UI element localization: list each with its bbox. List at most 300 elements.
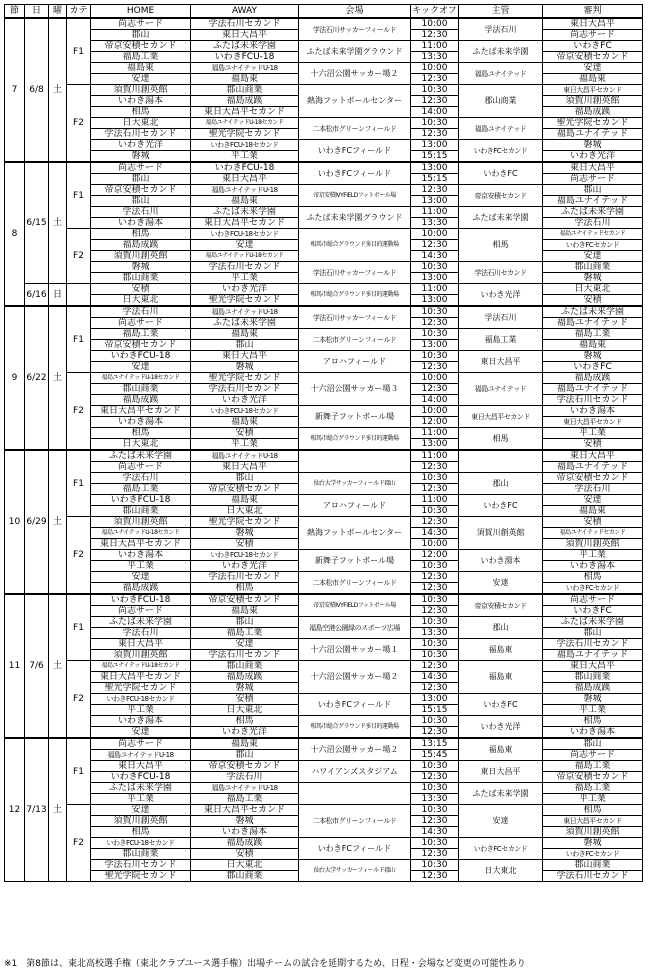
table-row [5,306,643,318]
referee-team: いわき湯本 [543,561,643,572]
header-day: 曜 [49,5,67,19]
kickoff-time: 12:30 [411,484,459,495]
referee-team: 安達 [543,63,643,74]
home-team: 相馬 [91,827,191,838]
kickoff-time: 12:30 [411,583,459,595]
away-team: 東日大昌平 [191,30,299,41]
category: F2 [67,373,91,451]
home-team: いわきFCU-18セカンド [91,838,191,849]
away-team: 福島東 [191,738,299,750]
table-row [5,373,643,384]
home-team: 日大東北 [91,439,191,451]
home-team: 磐城 [91,151,191,163]
away-team: 相馬 [191,716,299,727]
host-team: ふたば未来学園 [459,783,543,805]
match-day: 土 [49,594,67,738]
home-team: 東日大昌平セカンド [91,539,191,550]
home-team: 学法石川セカンド [91,860,191,871]
header-host: 主管 [459,5,543,19]
away-team: 福島成蹊 [191,96,299,107]
host-team: 安達 [459,805,543,838]
home-team: 安積 [91,284,191,295]
kickoff-time: 12:30 [411,772,459,783]
venue: アロハフィールド [299,495,411,517]
kickoff-time: 15:15 [411,174,459,185]
away-team: 磐城 [191,816,299,827]
referee-team: 磐城 [543,838,643,849]
home-team: 須賀川創英館 [91,517,191,528]
away-team: 福島東 [191,196,299,207]
away-team: いわき光洋 [191,395,299,406]
away-team: 郡山 [191,473,299,484]
kickoff-time: 12:30 [411,683,459,694]
referee-team: 聖光学院セカンド [543,118,643,129]
venue: 十六沼公園サッカー場２ [299,63,411,85]
kickoff-time: 11:00 [411,207,459,218]
away-team: 安達 [191,240,299,251]
category: F2 [67,661,91,739]
kickoff-time: 12:30 [411,462,459,473]
referee-team: 福島工業 [543,329,643,340]
home-team: 須賀川創英館 [91,816,191,827]
referee-team: 福島工業 [543,783,643,794]
kickoff-time: 10:30 [411,761,459,772]
home-team: 学法石川 [91,473,191,484]
away-team: 聖光学院セカンド [191,373,299,384]
table-row [5,639,643,650]
home-team: 福島工業 [91,329,191,340]
kickoff-time: 10:30 [411,639,459,650]
away-team: 東日大昌平 [191,462,299,473]
away-team: いわきFCU-18 [191,162,299,174]
referee-team: 平工業 [543,794,643,805]
kickoff-time: 10:30 [411,351,459,362]
venue: 相馬市総合グラウンド多目的運動場 [299,229,411,262]
table-row [5,351,643,362]
match-day: 土 [49,450,67,594]
home-team: 福島ユナイテッドU-18セカンド [91,528,191,539]
away-team: 郡山商業 [191,85,299,96]
home-team: 安達 [91,74,191,85]
away-team: 郡山 [191,340,299,351]
away-team: 学法石川セカンド [191,18,299,30]
home-team: 尚志サード [91,162,191,174]
away-team: 磐城 [191,528,299,539]
kickoff-time: 12:30 [411,517,459,528]
kickoff-time: 10:00 [411,229,459,240]
away-team: 平工業 [191,273,299,284]
kickoff-time: 12:30 [411,240,459,251]
referee-team: 磐城 [543,140,643,151]
home-team: 福島ユナイテッドU-18セカンド [91,661,191,672]
category: F2 [67,85,91,163]
kickoff-time: 14:30 [411,827,459,838]
referee-team: いわきFCセカンド [543,240,643,251]
host-team: いわきFC [459,162,543,185]
referee-team: いわきFC [543,362,643,373]
kickoff-time: 10:30 [411,561,459,572]
away-team: 日大東北 [191,506,299,517]
venue: アロハフィールド [299,351,411,373]
home-team: いわき湯本 [91,96,191,107]
header-round: 節 [5,5,25,19]
host-team: 郡山 [459,617,543,639]
referee-team: 学法石川セカンド [543,639,643,650]
home-team: 日大東北 [91,295,191,307]
referee-team: 帝京安積セカンド [543,473,643,484]
table-row [5,428,643,439]
host-team: 福島東 [459,738,543,761]
kickoff-time: 10:30 [411,85,459,96]
kickoff-time: 11:00 [411,450,459,462]
category: F1 [67,594,91,661]
referee-team: 福島成蹊 [543,107,643,118]
category: F2 [67,805,91,882]
kickoff-time: 14:30 [411,672,459,683]
referee-team: いわきFCセカンド [543,849,643,860]
table-row [5,473,643,484]
match-day: 土 [49,18,67,162]
away-team: いわき湯本 [191,827,299,838]
venue: 二本松市グリーンフィールド [299,572,411,595]
venue: いわきFCフィールド [299,140,411,163]
table-row [5,118,643,129]
kickoff-time: 14:30 [411,528,459,539]
table-row [5,716,643,727]
home-team: 平工業 [91,705,191,716]
home-team: 尚志サード [91,738,191,750]
away-team: 日大東北 [191,705,299,716]
kickoff-time: 10:30 [411,118,459,129]
table-row [5,41,643,52]
host-team: 福島工業 [459,329,543,351]
referee-team: 福島成蹊 [543,373,643,384]
host-team: 福島ユナイテッド [459,373,543,406]
referee-team: 平工業 [543,428,643,439]
referee-team: 福島東 [543,506,643,517]
host-team: 安達 [459,572,543,595]
away-team: 福島ユナイテッドU-18 [191,63,299,74]
venue: 熱海フットボールセンター [299,517,411,550]
referee-team: 磐城 [543,273,643,284]
referee-team: 須賀川創英館 [543,539,643,550]
away-team: 福島成蹊 [191,838,299,849]
venue [299,783,411,805]
kickoff-time: 12:30 [411,661,459,672]
host-team: いわきFCセカンド [459,838,543,860]
away-team: 学法石川セカンド [191,572,299,583]
away-team: 東日大昌平セカンド [191,218,299,229]
home-team: 学法石川 [91,628,191,639]
home-team: ふたば未来学園 [91,617,191,628]
kickoff-time: 14:00 [411,395,459,406]
schedule-body [5,18,643,882]
home-team: 学法石川 [91,306,191,318]
kickoff-time: 10:00 [411,539,459,550]
kickoff-time: 12:30 [411,727,459,739]
home-team: 磐城 [91,262,191,273]
referee-team: 郡山 [543,738,643,750]
venue: 新舞子フットボール場 [299,406,411,428]
away-team: 福島東 [191,329,299,340]
kickoff-time: 12:30 [411,96,459,107]
match-day: 土 [49,162,67,284]
away-team: 福島東 [191,606,299,617]
referee-team: 安積 [543,295,643,307]
referee-team: 安達 [543,495,643,506]
table-row [5,694,643,705]
referee-team: 安積 [543,439,643,451]
kickoff-time: 10:00 [411,18,459,30]
referee-team: いわき湯本 [543,727,643,739]
home-team: 安達 [91,727,191,739]
referee-team: 福島ユナイテッドセカンド [543,528,643,539]
home-team: 聖光学院セカンド [91,683,191,694]
away-team: 郡山 [191,750,299,761]
venue: 学法石川サッカーフィールド [299,18,411,41]
away-team: いわきFCU-18 [191,52,299,63]
table-row [5,860,643,871]
kickoff-time: 12:30 [411,384,459,395]
host-team: 福島ユナイテッド [459,118,543,140]
round-number: 10 [5,450,25,594]
host-team [459,450,543,473]
host-team: 学法石川 [459,18,543,41]
venue: いわきFCフィールド [299,162,411,185]
venue: いわきFCフィールド [299,694,411,716]
away-team: 平工業 [191,151,299,163]
kickoff-time: 10:30 [411,506,459,517]
category: F2 [67,517,91,595]
table-row [5,594,643,606]
away-team: 学法石川 [191,772,299,783]
venue: 十六沼公園サッカー場２ [299,661,411,694]
host-team: いわきFC [459,495,543,517]
host-team: 東日大昌平セカンド [459,406,543,428]
host-team: いわきFC [459,694,543,716]
kickoff-time: 13:00 [411,140,459,151]
table-row [5,284,643,295]
venue: ふたば未来学園グラウンド [299,207,411,229]
referee-team: 相馬 [543,805,643,816]
category: F1 [67,306,91,373]
venue: 福島空港公園緑のスポーツ広場 [299,617,411,639]
away-team: 福島東 [191,417,299,428]
referee-team: 福島東 [543,340,643,351]
away-team: 磐城 [191,362,299,373]
kickoff-time: 14:00 [411,107,459,118]
home-team: 福島成蹊 [91,395,191,406]
category: F1 [67,162,91,229]
home-team: 相馬 [91,229,191,240]
away-team: 東日大昌平セカンド [191,805,299,816]
referee-team: ふたば未来学園 [543,306,643,318]
table-row [5,406,643,417]
kickoff-time: 13:15 [411,738,459,750]
home-team: 福島成蹊 [91,583,191,595]
kickoff-time: 13:00 [411,340,459,351]
kickoff-time: 10:30 [411,306,459,318]
kickoff-time: 10:30 [411,783,459,794]
referee-team: いわきFC [543,606,643,617]
kickoff-time: 10:30 [411,329,459,340]
away-team: 郡山 [191,617,299,628]
kickoff-time: 12:00 [411,417,459,428]
table-row [5,617,643,628]
home-team: 福島ユナイテッドU-18 [91,750,191,761]
round-number: 9 [5,306,25,450]
referee-team: 東日大昌平 [543,450,643,462]
away-team: 聖光学院セカンド [191,129,299,140]
away-team: 学法石川セカンド [191,262,299,273]
kickoff-time: 10:00 [411,373,459,384]
kickoff-time: 13:00 [411,196,459,207]
away-team: 福島ユナイテッドU-18セカンド [191,251,299,262]
away-team: いわきFCU-18セカンド [191,140,299,151]
home-team: いわき湯本 [91,550,191,561]
venue: 帝京安積IVYFIELDフットボール場 [299,594,411,617]
kickoff-time: 14:30 [411,251,459,262]
home-team: 安達 [91,362,191,373]
referee-team: 学法石川セカンド [543,395,643,406]
away-team: 福島ユナイテッドU-18セカンド [191,118,299,129]
away-team: いわきFCU-18セカンド [191,229,299,240]
table-row [5,329,643,340]
home-team: 東日大昌平セカンド [91,406,191,417]
host-team: 福島東 [459,639,543,661]
host-team: 帝京安積セカンド [459,594,543,617]
away-team: いわき光洋 [191,727,299,739]
venue: 学法石川サッカーフィールド [299,306,411,329]
referee-team: 福島ユナイテッド [543,129,643,140]
home-team: 須賀川創英館 [91,251,191,262]
table-row [5,207,643,218]
away-team: 相馬 [191,583,299,595]
venue: 相馬市総合グラウンド多目的運動場 [299,428,411,451]
home-team: いわきFCU-18セカンド [91,694,191,705]
away-team: ふたば未来学園 [191,318,299,329]
table-row [5,229,643,240]
match-day: 土 [49,306,67,450]
venue: 相馬市総合グラウンド多目的運動場 [299,284,411,307]
home-team: いわきFCU-18 [91,495,191,506]
referee-team: 東日大昌平 [543,661,643,672]
table-row [5,450,643,462]
referee-team: 東日大昌平 [543,162,643,174]
match-date: 6/29 [25,450,49,594]
home-team: 相馬 [91,428,191,439]
home-team: 福島ユナイテッドU-18セカンド [91,373,191,384]
table-row [5,85,643,96]
kickoff-time: 10:30 [411,650,459,661]
home-team: いわきFCU-18 [91,772,191,783]
host-team: 須賀川創英館 [459,517,543,550]
away-team: 郡山商業 [191,661,299,672]
kickoff-time: 10:00 [411,406,459,417]
kickoff-time: 10:00 [411,63,459,74]
away-team: 福島東 [191,74,299,85]
round-number: 11 [5,594,25,738]
home-team: 平工業 [91,561,191,572]
table-row [5,738,643,750]
kickoff-time: 13:30 [411,794,459,805]
kickoff-time: 10:30 [411,805,459,816]
home-team: 安達 [91,572,191,583]
kickoff-time: 12:30 [411,318,459,329]
referee-team: 郡山 [543,628,643,639]
category: F1 [67,738,91,805]
home-team: 福島工業 [91,484,191,495]
table-row [5,805,643,816]
table-row [5,838,643,849]
kickoff-time: 12:30 [411,849,459,860]
kickoff-time: 13:30 [411,52,459,63]
referee-team: 福島ユナイテッドセカンド [543,229,643,240]
kickoff-time: 10:30 [411,594,459,606]
host-team: 学法石川 [459,306,543,329]
kickoff-time: 10:30 [411,262,459,273]
referee-team: 平工業 [543,705,643,716]
kickoff-time: 12:30 [411,30,459,41]
kickoff-time: 10:30 [411,473,459,484]
kickoff-time: 12:30 [411,362,459,373]
away-team: 福島工業 [191,794,299,805]
away-team: いわきFCU-18セカンド [191,550,299,561]
host-team: 相馬 [459,428,543,451]
table-row [5,63,643,74]
venue: 仙台大学サッカーフィールド郡山 [299,473,411,495]
referee-team: 相馬 [543,716,643,727]
referee-team: 学法石川 [543,218,643,229]
kickoff-time: 15:15 [411,705,459,716]
referee-team: いわき光洋 [543,151,643,163]
referee-team: 福島ユナイテッド [543,462,643,473]
kickoff-time: 11:00 [411,284,459,295]
home-team: 郡山 [91,196,191,207]
header-venue: 会場 [299,5,411,19]
host-team: 相馬 [459,229,543,262]
home-team: 相馬 [91,107,191,118]
referee-team: 東日大昌平セカンド [543,417,643,428]
host-team: ふたば未来学園 [459,207,543,229]
kickoff-time: 10:30 [411,838,459,849]
away-team: 平工業 [191,439,299,451]
referee-team: 平工業 [543,550,643,561]
venue: 学法石川サッカーフィールド [299,262,411,284]
home-team: 郡山商業 [91,849,191,860]
round-number: 8 [5,162,25,306]
home-team: いわきFCU-18 [91,351,191,362]
referee-team: 郡山商業 [543,860,643,871]
match-date: 6/16 [25,284,49,307]
venue [299,450,411,473]
referee-team: 磐城 [543,351,643,362]
schedule-table [4,4,643,882]
referee-team: 安積 [543,517,643,528]
home-team: 安達 [91,805,191,816]
host-team: 帝京安積セカンド [459,185,543,207]
referee-team: 尚志サード [543,30,643,41]
away-team: 福島ユナイテッドU-18 [191,450,299,462]
home-team: 帝京安積セカンド [91,340,191,351]
referee-team: 郡山商業 [543,672,643,683]
home-team: 尚志サード [91,462,191,473]
category: F2 [67,229,91,284]
referee-team: 郡山商業 [543,262,643,273]
table-row [5,761,643,772]
home-team: 帝京安積セカンド [91,41,191,52]
venue: 二本松市グリーンフィールド [299,805,411,838]
